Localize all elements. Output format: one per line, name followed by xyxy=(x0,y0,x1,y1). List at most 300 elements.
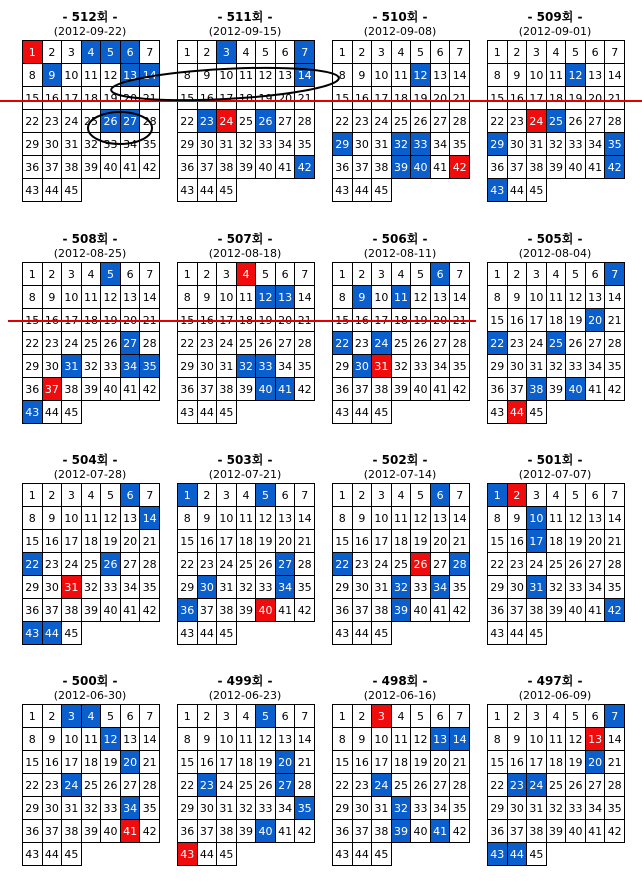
number-cell: 17 xyxy=(372,87,392,110)
number-cell: 22 xyxy=(178,774,198,797)
number-cell: 27 xyxy=(120,774,140,797)
draw-title: - 508회 - xyxy=(62,232,118,246)
draw-title: - 510회 - xyxy=(372,10,428,24)
draw-date: (2012-07-21) xyxy=(208,468,282,481)
number-cell: 6 xyxy=(275,263,295,286)
number-cell: 31 xyxy=(372,576,392,599)
number-cell: 22 xyxy=(178,110,198,133)
draw-date: (2012-07-14) xyxy=(363,468,437,481)
number-cell: 10 xyxy=(527,64,547,87)
number-cell: 2 xyxy=(197,484,217,507)
number-cell: 19 xyxy=(566,751,586,774)
number-cell: 24 xyxy=(372,553,392,576)
empty-cell xyxy=(430,401,450,424)
number-cell: 13 xyxy=(120,728,140,751)
number-cell: 15 xyxy=(333,530,353,553)
number-cell: 4 xyxy=(546,41,566,64)
number-cell: 22 xyxy=(23,110,43,133)
number-cell: 40 xyxy=(256,378,276,401)
number-cell: 30 xyxy=(352,797,372,820)
number-cell: 22 xyxy=(333,110,353,133)
number-cell: 5 xyxy=(101,484,121,507)
number-cell: 8 xyxy=(333,64,353,87)
number-cell: 17 xyxy=(527,530,547,553)
empty-cell xyxy=(411,401,431,424)
number-cell: 22 xyxy=(23,553,43,576)
number-cell: 20 xyxy=(275,87,295,110)
number-cell: 38 xyxy=(372,599,392,622)
number-cell: 11 xyxy=(81,507,101,530)
number-cell: 9 xyxy=(352,286,372,309)
number-cell: 12 xyxy=(566,64,586,87)
number-cell: 11 xyxy=(236,286,256,309)
number-cell: 17 xyxy=(62,309,82,332)
number-cell: 20 xyxy=(275,309,295,332)
draw-date: (2012-09-08) xyxy=(363,25,437,38)
number-cell: 25 xyxy=(546,332,566,355)
number-cell: 44 xyxy=(507,179,527,202)
number-cell: 13 xyxy=(430,286,450,309)
number-cell: 4 xyxy=(81,484,101,507)
number-cell: 34 xyxy=(120,576,140,599)
number-cell: 22 xyxy=(488,774,508,797)
number-cell: 4 xyxy=(236,41,256,64)
number-cell: 1 xyxy=(333,263,353,286)
number-cell: 18 xyxy=(391,751,411,774)
number-cell: 6 xyxy=(585,484,605,507)
empty-cell xyxy=(566,622,586,645)
number-cell: 12 xyxy=(101,728,121,751)
number-cell: 33 xyxy=(256,797,276,820)
number-cell: 40 xyxy=(411,599,431,622)
number-cell: 10 xyxy=(217,64,237,87)
number-cell: 11 xyxy=(546,507,566,530)
number-cell: 39 xyxy=(546,378,566,401)
number-cell: 37 xyxy=(507,156,527,179)
empty-cell xyxy=(391,401,411,424)
empty-cell xyxy=(546,843,566,866)
number-cell: 24 xyxy=(372,332,392,355)
number-cell: 14 xyxy=(605,64,625,87)
number-cell: 25 xyxy=(391,774,411,797)
number-cell: 7 xyxy=(295,484,315,507)
number-cell: 37 xyxy=(352,599,372,622)
draw-date: (2012-08-18) xyxy=(208,247,282,260)
number-cell: 37 xyxy=(197,599,217,622)
number-cell: 37 xyxy=(42,156,62,179)
number-cell: 41 xyxy=(430,156,450,179)
number-cell: 30 xyxy=(352,355,372,378)
empty-cell xyxy=(275,622,295,645)
number-cell: 25 xyxy=(391,110,411,133)
number-cell: 41 xyxy=(120,599,140,622)
number-cell: 25 xyxy=(236,553,256,576)
number-cell: 20 xyxy=(430,87,450,110)
number-cell: 11 xyxy=(546,64,566,87)
number-cell: 7 xyxy=(140,484,160,507)
number-cell: 8 xyxy=(178,286,198,309)
number-cell: 6 xyxy=(585,705,605,728)
number-cell: 25 xyxy=(546,110,566,133)
number-cell: 28 xyxy=(605,332,625,355)
number-cell: 28 xyxy=(450,110,470,133)
number-cell: 30 xyxy=(507,355,527,378)
number-cell: 27 xyxy=(585,332,605,355)
number-cell: 31 xyxy=(217,133,237,156)
number-cell: 14 xyxy=(450,286,470,309)
number-cell: 5 xyxy=(256,263,276,286)
number-cell: 16 xyxy=(42,530,62,553)
number-cell: 17 xyxy=(527,751,547,774)
number-cell: 7 xyxy=(450,484,470,507)
number-cell: 36 xyxy=(178,156,198,179)
number-cell: 24 xyxy=(527,774,547,797)
number-cell: 38 xyxy=(527,820,547,843)
number-cell: 21 xyxy=(450,87,470,110)
number-cell: 16 xyxy=(197,309,217,332)
number-cell: 18 xyxy=(546,751,566,774)
number-cell: 2 xyxy=(352,263,372,286)
number-cell: 5 xyxy=(101,263,121,286)
number-cell: 12 xyxy=(256,64,276,87)
number-cell: 10 xyxy=(527,728,547,751)
number-cell: 44 xyxy=(42,179,62,202)
number-cell: 28 xyxy=(450,774,470,797)
number-cell: 14 xyxy=(605,728,625,751)
number-cell: 22 xyxy=(333,553,353,576)
number-cell: 26 xyxy=(256,332,276,355)
empty-cell xyxy=(391,622,411,645)
number-cell: 40 xyxy=(411,156,431,179)
number-cell: 32 xyxy=(236,355,256,378)
number-cell: 41 xyxy=(430,378,450,401)
empty-cell xyxy=(236,622,256,645)
number-cell: 43 xyxy=(333,622,353,645)
number-cell: 40 xyxy=(256,599,276,622)
draw-date: (2012-06-09) xyxy=(518,689,592,702)
number-cell: 18 xyxy=(236,751,256,774)
number-cell: 10 xyxy=(527,286,547,309)
number-cell: 45 xyxy=(527,843,547,866)
number-cell: 36 xyxy=(488,599,508,622)
number-cell: 21 xyxy=(450,751,470,774)
number-cell: 42 xyxy=(450,156,470,179)
number-cell: 23 xyxy=(352,110,372,133)
number-cell: 42 xyxy=(450,599,470,622)
number-cell: 30 xyxy=(197,133,217,156)
number-cell: 32 xyxy=(546,355,566,378)
number-cell: 12 xyxy=(101,64,121,87)
number-cell: 29 xyxy=(333,133,353,156)
number-cell: 41 xyxy=(275,156,295,179)
number-cell: 1 xyxy=(23,263,43,286)
number-grid xyxy=(487,40,625,202)
number-cell: 4 xyxy=(81,705,101,728)
number-cell: 24 xyxy=(217,553,237,576)
number-cell: 3 xyxy=(372,484,392,507)
number-cell: 28 xyxy=(450,553,470,576)
number-cell: 31 xyxy=(527,133,547,156)
number-cell: 36 xyxy=(178,599,198,622)
number-cell: 21 xyxy=(295,530,315,553)
number-cell: 34 xyxy=(430,355,450,378)
draw-date: (2012-07-07) xyxy=(518,468,592,481)
number-cell: 37 xyxy=(507,599,527,622)
number-cell: 16 xyxy=(197,87,217,110)
number-cell: 16 xyxy=(507,751,527,774)
number-cell: 21 xyxy=(140,309,160,332)
number-cell: 26 xyxy=(101,110,121,133)
number-cell: 34 xyxy=(585,576,605,599)
number-cell: 39 xyxy=(81,378,101,401)
number-cell: 38 xyxy=(527,378,547,401)
empty-cell xyxy=(81,622,101,645)
draw-title: - 498회 - xyxy=(372,674,428,688)
number-cell: 24 xyxy=(527,553,547,576)
number-cell: 42 xyxy=(450,820,470,843)
number-cell: 11 xyxy=(391,286,411,309)
number-cell: 37 xyxy=(507,378,527,401)
number-cell: 42 xyxy=(450,378,470,401)
number-cell: 33 xyxy=(101,133,121,156)
number-cell: 23 xyxy=(42,332,62,355)
number-cell: 7 xyxy=(450,41,470,64)
number-cell: 33 xyxy=(101,355,121,378)
number-cell: 36 xyxy=(23,378,43,401)
number-cell: 19 xyxy=(256,530,276,553)
number-cell: 3 xyxy=(372,705,392,728)
number-cell: 19 xyxy=(256,751,276,774)
number-cell: 33 xyxy=(101,576,121,599)
number-cell: 43 xyxy=(333,401,353,424)
number-cell: 8 xyxy=(178,64,198,87)
number-cell: 27 xyxy=(430,774,450,797)
draw-date: (2012-08-25) xyxy=(53,247,127,260)
number-cell: 15 xyxy=(333,87,353,110)
number-grid xyxy=(332,483,470,645)
number-cell: 6 xyxy=(120,41,140,64)
number-cell: 43 xyxy=(178,401,198,424)
number-cell: 3 xyxy=(372,263,392,286)
empty-cell xyxy=(450,622,470,645)
number-cell: 5 xyxy=(256,484,276,507)
number-cell: 43 xyxy=(23,622,43,645)
number-cell: 32 xyxy=(391,576,411,599)
number-cell: 9 xyxy=(507,507,527,530)
empty-cell xyxy=(120,843,140,866)
number-cell: 23 xyxy=(197,553,217,576)
number-cell: 45 xyxy=(527,179,547,202)
number-cell: 12 xyxy=(411,507,431,530)
number-cell: 4 xyxy=(546,705,566,728)
number-cell: 2 xyxy=(352,705,372,728)
empty-cell xyxy=(546,622,566,645)
number-cell: 40 xyxy=(101,378,121,401)
number-cell: 20 xyxy=(120,309,140,332)
number-cell: 22 xyxy=(23,332,43,355)
number-cell: 34 xyxy=(585,133,605,156)
number-cell: 38 xyxy=(527,156,547,179)
number-cell: 28 xyxy=(295,774,315,797)
number-cell: 30 xyxy=(507,576,527,599)
number-cell: 8 xyxy=(488,507,508,530)
number-cell: 3 xyxy=(62,41,82,64)
number-cell: 14 xyxy=(605,286,625,309)
number-cell: 9 xyxy=(352,507,372,530)
draw-date: (2012-08-04) xyxy=(518,247,592,260)
draw-title: - 504회 - xyxy=(62,453,118,467)
draw-title: - 506회 - xyxy=(372,232,428,246)
number-cell: 31 xyxy=(372,355,392,378)
number-cell: 12 xyxy=(566,507,586,530)
number-cell: 36 xyxy=(333,378,353,401)
number-cell: 33 xyxy=(566,133,586,156)
number-cell: 44 xyxy=(507,401,527,424)
number-cell: 10 xyxy=(527,507,547,530)
number-cell: 18 xyxy=(546,530,566,553)
number-cell: 30 xyxy=(197,576,217,599)
number-cell: 41 xyxy=(585,156,605,179)
number-cell: 12 xyxy=(256,507,276,530)
number-cell: 6 xyxy=(120,484,140,507)
number-cell: 44 xyxy=(352,401,372,424)
number-cell: 13 xyxy=(120,64,140,87)
number-cell: 4 xyxy=(236,705,256,728)
number-grid xyxy=(22,704,160,866)
number-cell: 11 xyxy=(391,507,411,530)
number-cell: 13 xyxy=(275,507,295,530)
number-cell: 30 xyxy=(42,576,62,599)
number-cell: 17 xyxy=(217,530,237,553)
number-cell: 39 xyxy=(391,378,411,401)
number-cell: 32 xyxy=(391,355,411,378)
number-cell: 35 xyxy=(605,355,625,378)
number-cell: 14 xyxy=(450,64,470,87)
number-cell: 42 xyxy=(295,378,315,401)
number-cell: 36 xyxy=(488,378,508,401)
number-cell: 3 xyxy=(527,263,547,286)
number-cell: 23 xyxy=(197,110,217,133)
number-cell: 40 xyxy=(256,820,276,843)
number-grid xyxy=(487,704,625,866)
number-cell: 23 xyxy=(352,332,372,355)
draw-date: (2012-07-28) xyxy=(53,468,127,481)
number-cell: 7 xyxy=(295,263,315,286)
number-cell: 6 xyxy=(430,263,450,286)
number-cell: 29 xyxy=(178,133,198,156)
number-cell: 1 xyxy=(333,41,353,64)
number-cell: 24 xyxy=(372,774,392,797)
number-cell: 39 xyxy=(236,378,256,401)
number-cell: 1 xyxy=(333,484,353,507)
number-cell: 15 xyxy=(488,309,508,332)
number-cell: 28 xyxy=(450,332,470,355)
number-cell: 45 xyxy=(62,622,82,645)
number-cell: 10 xyxy=(217,728,237,751)
number-cell: 25 xyxy=(81,110,101,133)
number-grid xyxy=(487,262,625,424)
number-cell: 25 xyxy=(546,774,566,797)
empty-cell xyxy=(430,843,450,866)
number-cell: 44 xyxy=(42,622,62,645)
number-cell: 14 xyxy=(140,286,160,309)
number-cell: 5 xyxy=(566,263,586,286)
number-cell: 10 xyxy=(62,728,82,751)
number-cell: 29 xyxy=(488,355,508,378)
empty-cell xyxy=(295,843,315,866)
number-cell: 14 xyxy=(450,507,470,530)
empty-cell xyxy=(585,179,605,202)
number-cell: 21 xyxy=(605,309,625,332)
number-cell: 38 xyxy=(217,599,237,622)
number-cell: 44 xyxy=(42,843,62,866)
number-cell: 24 xyxy=(527,110,547,133)
number-cell: 25 xyxy=(81,553,101,576)
empty-cell xyxy=(256,179,276,202)
empty-cell xyxy=(450,843,470,866)
number-cell: 8 xyxy=(488,728,508,751)
number-cell: 37 xyxy=(507,820,527,843)
number-cell: 9 xyxy=(352,64,372,87)
number-cell: 22 xyxy=(488,332,508,355)
number-cell: 45 xyxy=(217,843,237,866)
number-cell: 34 xyxy=(120,355,140,378)
number-cell: 9 xyxy=(42,507,62,530)
number-cell: 1 xyxy=(178,263,198,286)
number-cell: 45 xyxy=(527,401,547,424)
number-cell: 35 xyxy=(605,576,625,599)
number-grid xyxy=(487,483,625,645)
number-cell: 27 xyxy=(585,553,605,576)
number-cell: 17 xyxy=(62,751,82,774)
number-cell: 28 xyxy=(295,110,315,133)
number-cell: 25 xyxy=(236,774,256,797)
number-cell: 8 xyxy=(23,64,43,87)
number-cell: 22 xyxy=(488,110,508,133)
number-cell: 19 xyxy=(411,87,431,110)
number-cell: 5 xyxy=(101,705,121,728)
number-cell: 42 xyxy=(295,599,315,622)
number-cell: 20 xyxy=(120,530,140,553)
empty-cell xyxy=(236,843,256,866)
number-cell: 9 xyxy=(42,286,62,309)
number-cell: 21 xyxy=(295,309,315,332)
number-cell: 28 xyxy=(295,553,315,576)
number-cell: 42 xyxy=(605,820,625,843)
number-cell: 21 xyxy=(450,309,470,332)
number-cell: 33 xyxy=(411,355,431,378)
number-cell: 39 xyxy=(81,599,101,622)
number-cell: 19 xyxy=(566,530,586,553)
number-cell: 39 xyxy=(236,156,256,179)
number-cell: 32 xyxy=(391,797,411,820)
number-cell: 13 xyxy=(275,728,295,751)
number-cell: 29 xyxy=(178,797,198,820)
draw-title: - 509회 - xyxy=(527,10,583,24)
number-cell: 12 xyxy=(411,286,431,309)
number-cell: 4 xyxy=(391,705,411,728)
number-cell: 33 xyxy=(566,355,586,378)
number-cell: 12 xyxy=(101,286,121,309)
number-cell: 41 xyxy=(120,156,140,179)
number-cell: 43 xyxy=(178,179,198,202)
number-grid xyxy=(22,40,160,202)
number-cell: 2 xyxy=(197,705,217,728)
number-cell: 44 xyxy=(507,622,527,645)
number-cell: 31 xyxy=(217,576,237,599)
number-cell: 5 xyxy=(411,484,431,507)
number-cell: 15 xyxy=(178,87,198,110)
